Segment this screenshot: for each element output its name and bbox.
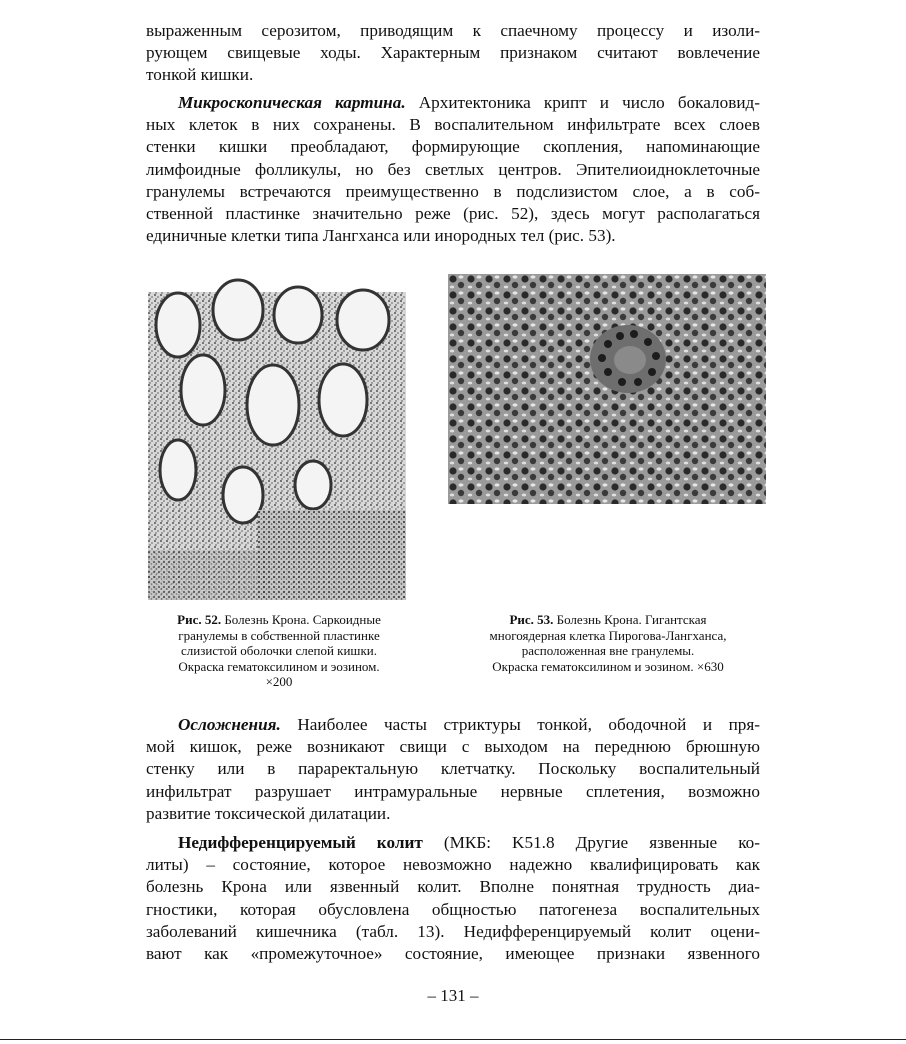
figure-52-caption bbox=[148, 612, 410, 690]
text-line bbox=[146, 832, 760, 854]
text-run: (МКБ: K51.8 Другие язвенные ко- bbox=[422, 833, 760, 852]
text-line: лимфоидные фолликулы, но без светлых центров. Эпителиоидноклеточные bbox=[146, 159, 760, 179]
caption-line: Окраска гематоксилином и эозином. ×630 bbox=[492, 658, 724, 674]
paragraph-lead: Осложнения. bbox=[178, 715, 281, 734]
text-line: инфильтрат разрушает интрамуральные нервные сплетения, возможно bbox=[146, 781, 760, 801]
figure-52-micrograph bbox=[148, 270, 406, 600]
caption-line: многоядерная клетка Пирогова-Лангханса, bbox=[489, 627, 727, 643]
micrograph-crypts-image bbox=[148, 270, 406, 600]
page-number: – 131 – bbox=[427, 986, 479, 1005]
paragraph-microscopy bbox=[146, 92, 760, 247]
text-line: тонкой кишки. bbox=[146, 65, 254, 85]
paragraph-complications bbox=[146, 714, 760, 825]
text-run: Наиболее часты стриктуры тонкой, ободочной и пря- bbox=[280, 715, 760, 734]
caption-line: ×200 bbox=[265, 674, 293, 690]
caption-line bbox=[148, 612, 410, 628]
paragraph-1 bbox=[146, 20, 760, 87]
paragraph-lead: Недифференцируемый колит bbox=[178, 833, 423, 852]
caption-line: Окраска гематоксилином и эозином. bbox=[178, 658, 380, 674]
caption-line: расположенная вне гранулемы. bbox=[521, 643, 695, 659]
paragraph-undifferentiated-colitis bbox=[146, 832, 760, 965]
paragraph-lead: Микроскопическая картина. bbox=[178, 93, 406, 112]
text-line: ственной пластинке значительно реже (рис. 52), здесь могут располагаться bbox=[146, 204, 760, 224]
text-run: Болезнь Крона. Саркоидные bbox=[221, 612, 381, 627]
text-line bbox=[146, 714, 760, 736]
text-line: болезнь Крона или язвенный колит. Вполне понятная трудность диа- bbox=[146, 877, 760, 897]
text-line: рующем свищевые ходы. Характерным признаком считают вовлечение bbox=[146, 43, 760, 63]
caption-line bbox=[440, 612, 776, 628]
text-run: Архитектоника крипт и число бокаловид- bbox=[405, 93, 760, 112]
text-line: единичные клетки типа Лангханса или инородных тел (рис. 53). bbox=[146, 226, 616, 246]
text-line: развитие токсической дилатации. bbox=[146, 803, 391, 823]
text-run: Болезнь Крона. Гигантская bbox=[553, 612, 707, 627]
figure-53-caption bbox=[440, 612, 776, 674]
figure-label: Рис. 52. bbox=[177, 612, 222, 627]
text-line: выраженным серозитом, приводящим к спаечному процессу и изоли- bbox=[146, 21, 760, 40]
text-line: стенки кишки преобладают, формирующие скопления, напоминающие bbox=[146, 137, 760, 157]
figure-53-micrograph bbox=[448, 274, 766, 504]
text-line: заболеваний кишечника (табл. 13). Недифференцируемый колит оцени- bbox=[146, 921, 760, 941]
text-line: мой кишок, реже возникают свищи с выходом на переднюю брюшную bbox=[146, 737, 760, 757]
caption-line: слизистой оболочки слепой кишки. bbox=[181, 643, 377, 659]
text-line: вают как «промежуточное» состояние, имеющее признаки язвенного bbox=[146, 944, 760, 964]
text-line: стенку или в параректальную клетчатку. Поскольку воспалительный bbox=[146, 759, 760, 779]
text-line: гранулемы встречаются преимущественно в подслизистом слое, а в соб- bbox=[146, 181, 760, 201]
caption-line: гранулемы в собственной пластинке bbox=[178, 627, 380, 643]
figure-label: Рис. 53. bbox=[509, 612, 554, 627]
text-line: ных клеток в них сохранены. В воспалительном инфильтрате всех слоев bbox=[146, 115, 760, 135]
page-bottom-rule bbox=[0, 1039, 906, 1040]
text-line: гностики, которая обусловлена общностью патогенеза воспалительных bbox=[146, 899, 760, 919]
text-line: литы) – состояние, которое невозможно надежно квалифицировать как bbox=[146, 855, 760, 875]
text-line bbox=[146, 92, 760, 114]
micrograph-giant-cell-image bbox=[448, 274, 766, 504]
